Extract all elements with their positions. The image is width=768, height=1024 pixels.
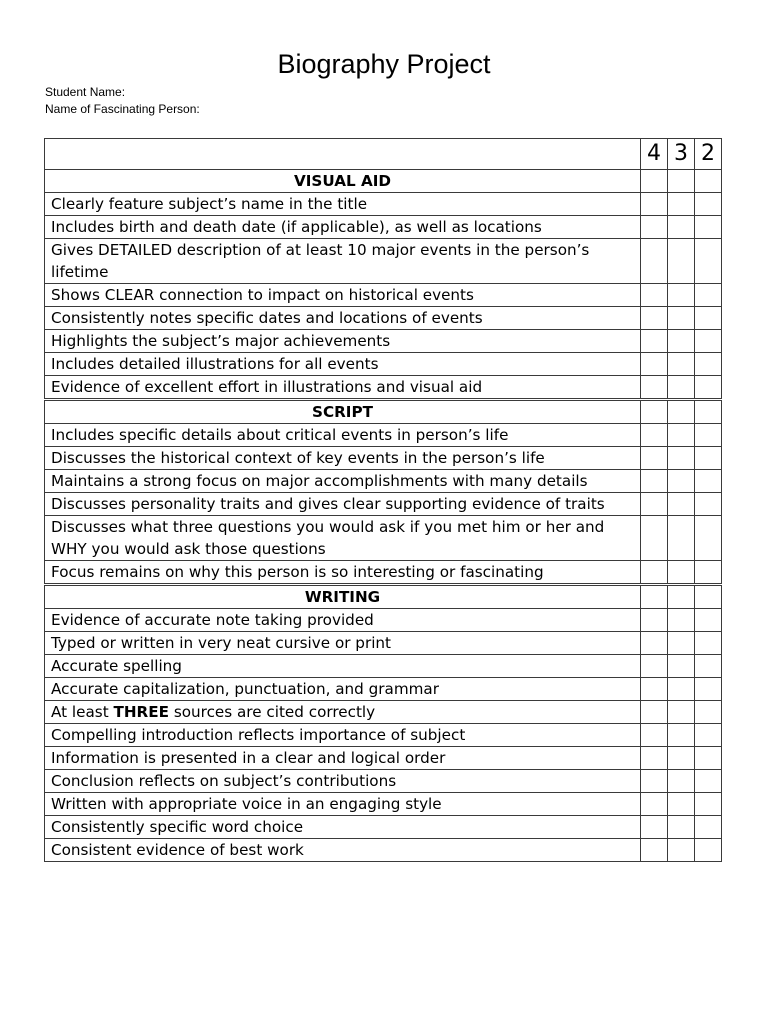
score-cell-4[interactable] <box>641 655 668 678</box>
criterion-row <box>45 816 722 839</box>
criterion-row <box>45 793 722 816</box>
criterion-row <box>45 724 722 747</box>
criterion-text: Accurate spelling <box>45 655 641 678</box>
score-cell <box>695 400 722 424</box>
score-cell-2[interactable] <box>695 701 722 724</box>
student-name-label: Student Name: <box>45 85 126 99</box>
criterion-row <box>45 839 722 862</box>
score-cell <box>695 585 722 609</box>
score-cell-2[interactable] <box>695 284 722 307</box>
score-cell-3[interactable] <box>668 561 695 585</box>
criterion-text: Consistent evidence of best work <box>45 839 641 862</box>
criterion-text: Discusses what three questions you would ask if you met him or her and WHY you would ask those questions <box>45 516 641 561</box>
criterion-row <box>45 609 722 632</box>
score-cell-3[interactable] <box>668 284 695 307</box>
score-cell-4[interactable] <box>641 424 668 447</box>
criterion-text <box>45 701 641 724</box>
criterion-row <box>45 701 722 724</box>
score-cell-2[interactable] <box>695 216 722 239</box>
score-cell-2[interactable] <box>695 770 722 793</box>
score-header-2: 2 <box>695 139 722 170</box>
criterion-row <box>45 561 722 585</box>
score-cell-4[interactable] <box>641 770 668 793</box>
criterion-emphasis: THREE <box>113 703 169 721</box>
score-cell-2[interactable] <box>695 376 722 400</box>
criterion-row <box>45 747 722 770</box>
score-cell-3[interactable] <box>668 793 695 816</box>
score-cell-2[interactable] <box>695 816 722 839</box>
score-cell-2[interactable] <box>695 447 722 470</box>
score-cell-3[interactable] <box>668 376 695 400</box>
score-cell-3[interactable] <box>668 724 695 747</box>
criterion-text: Includes specific details about critical events in person’s life <box>45 424 641 447</box>
score-cell-3[interactable] <box>668 655 695 678</box>
score-cell-2[interactable] <box>695 678 722 701</box>
score-cell-4[interactable] <box>641 216 668 239</box>
score-cell-2[interactable] <box>695 561 722 585</box>
criterion-text: Written with appropriate voice in an engaging style <box>45 793 641 816</box>
score-cell-3[interactable] <box>668 816 695 839</box>
criterion-text: Gives DETAILED description of at least 10 major events in the person’s lifetime <box>45 239 641 284</box>
score-cell <box>668 170 695 193</box>
score-cell-4[interactable] <box>641 632 668 655</box>
score-cell-4[interactable] <box>641 793 668 816</box>
criterion-text: Maintains a strong focus on major accomplishments with many details <box>45 470 641 493</box>
score-header-3: 3 <box>668 139 695 170</box>
criterion-row <box>45 678 722 701</box>
criterion-row <box>45 353 722 376</box>
section-row-script <box>45 400 722 424</box>
criterion-row <box>45 193 722 216</box>
criterion-row <box>45 239 722 284</box>
score-cell-4[interactable] <box>641 609 668 632</box>
section-heading: WRITING <box>45 585 641 609</box>
section-row-writing <box>45 585 722 609</box>
score-cell-2[interactable] <box>695 839 722 862</box>
score-cell-3[interactable] <box>668 330 695 353</box>
criterion-text: Includes birth and death date (if applicable), as well as locations <box>45 216 641 239</box>
score-cell <box>668 585 695 609</box>
score-cell-3[interactable] <box>668 701 695 724</box>
criterion-row <box>45 284 722 307</box>
criterion-row <box>45 655 722 678</box>
criterion-row <box>45 493 722 516</box>
score-cell-4[interactable] <box>641 447 668 470</box>
score-cell-2[interactable] <box>695 747 722 770</box>
score-cell-4[interactable] <box>641 724 668 747</box>
score-cell <box>641 585 668 609</box>
score-cell-4[interactable] <box>641 816 668 839</box>
score-cell-4[interactable] <box>641 307 668 330</box>
criterion-text: Consistently notes specific dates and locations of events <box>45 307 641 330</box>
section-heading: SCRIPT <box>45 400 641 424</box>
criterion-row <box>45 330 722 353</box>
score-cell-4[interactable] <box>641 493 668 516</box>
criterion-row <box>45 376 722 400</box>
criterion-text: Evidence of excellent effort in illustrations and visual aid <box>45 376 641 400</box>
score-cell-4[interactable] <box>641 353 668 376</box>
score-cell-4[interactable] <box>641 239 668 284</box>
score-cell-4[interactable] <box>641 678 668 701</box>
criterion-text: Conclusion reflects on subject’s contributions <box>45 770 641 793</box>
score-cell-4[interactable] <box>641 561 668 585</box>
score-cell-2[interactable] <box>695 493 722 516</box>
score-cell-3[interactable] <box>668 447 695 470</box>
criterion-row <box>45 307 722 330</box>
score-header-4: 4 <box>641 139 668 170</box>
score-cell-4[interactable] <box>641 839 668 862</box>
score-cell-3[interactable] <box>668 239 695 284</box>
criterion-row <box>45 424 722 447</box>
score-cell-3[interactable] <box>668 470 695 493</box>
section-row-visual-aid <box>45 170 722 193</box>
criterion-text: Evidence of accurate note taking provided <box>45 609 641 632</box>
score-cell-3[interactable] <box>668 632 695 655</box>
score-cell-3[interactable] <box>668 353 695 376</box>
score-cell-3[interactable] <box>668 609 695 632</box>
criterion-text: Compelling introduction reflects importance of subject <box>45 724 641 747</box>
score-cell <box>641 170 668 193</box>
criterion-text: Highlights the subject’s major achievements <box>45 330 641 353</box>
criterion-text: Consistently specific word choice <box>45 816 641 839</box>
score-cell-3[interactable] <box>668 216 695 239</box>
score-cell-3[interactable] <box>668 747 695 770</box>
score-cell-3[interactable] <box>668 770 695 793</box>
criterion-row <box>45 516 722 561</box>
criterion-row <box>45 770 722 793</box>
criterion-row <box>45 447 722 470</box>
score-cell-3[interactable] <box>668 678 695 701</box>
criterion-text: Includes detailed illustrations for all events <box>45 353 641 376</box>
score-cell-4[interactable] <box>641 470 668 493</box>
score-cell-2[interactable] <box>695 193 722 216</box>
score-cell-4[interactable] <box>641 193 668 216</box>
criterion-text: Discusses the historical context of key events in the person’s life <box>45 447 641 470</box>
score-cell-4[interactable] <box>641 330 668 353</box>
header-blank-cell <box>45 139 641 170</box>
score-cell-3[interactable] <box>668 193 695 216</box>
score-cell-2[interactable] <box>695 655 722 678</box>
score-cell-4[interactable] <box>641 516 668 561</box>
criterion-text: Clearly feature subject’s name in the title <box>45 193 641 216</box>
person-name-label: Name of Fascinating Person: <box>45 102 200 116</box>
score-cell-3[interactable] <box>668 493 695 516</box>
score-cell-2[interactable] <box>695 424 722 447</box>
rubric-table <box>44 138 722 862</box>
score-cell-3[interactable] <box>668 839 695 862</box>
criterion-row <box>45 216 722 239</box>
score-header-row <box>45 139 722 170</box>
score-cell-2[interactable] <box>695 516 722 561</box>
score-cell-2[interactable] <box>695 353 722 376</box>
criterion-fragment: At least <box>51 703 114 721</box>
page-title: Biography Project <box>277 49 491 79</box>
score-cell-4[interactable] <box>641 701 668 724</box>
score-cell-3[interactable] <box>668 516 695 561</box>
score-cell-2[interactable] <box>695 609 722 632</box>
score-cell-2[interactable] <box>695 307 722 330</box>
score-cell <box>695 170 722 193</box>
score-cell-3[interactable] <box>668 424 695 447</box>
score-cell-4[interactable] <box>641 747 668 770</box>
criterion-row <box>45 470 722 493</box>
score-cell-4[interactable] <box>641 376 668 400</box>
score-cell-2[interactable] <box>695 470 722 493</box>
criterion-text: Shows CLEAR connection to impact on historical events <box>45 284 641 307</box>
rubric-body <box>45 139 722 862</box>
criterion-text: Focus remains on why this person is so interesting or fascinating <box>45 561 641 585</box>
criterion-text: Accurate capitalization, punctuation, and grammar <box>45 678 641 701</box>
criterion-row <box>45 632 722 655</box>
score-cell-2[interactable] <box>695 239 722 284</box>
score-cell-2[interactable] <box>695 632 722 655</box>
score-cell-4[interactable] <box>641 284 668 307</box>
section-heading: VISUAL AID <box>45 170 641 193</box>
criterion-text: Typed or written in very neat cursive or print <box>45 632 641 655</box>
score-cell-2[interactable] <box>695 330 722 353</box>
criterion-text: Information is presented in a clear and logical order <box>45 747 641 770</box>
score-cell-3[interactable] <box>668 307 695 330</box>
score-cell-2[interactable] <box>695 793 722 816</box>
score-cell <box>668 400 695 424</box>
criterion-text: Discusses personality traits and gives clear supporting evidence of traits <box>45 493 641 516</box>
criterion-fragment: sources are cited correctly <box>169 703 376 721</box>
score-cell-2[interactable] <box>695 724 722 747</box>
score-cell <box>641 400 668 424</box>
